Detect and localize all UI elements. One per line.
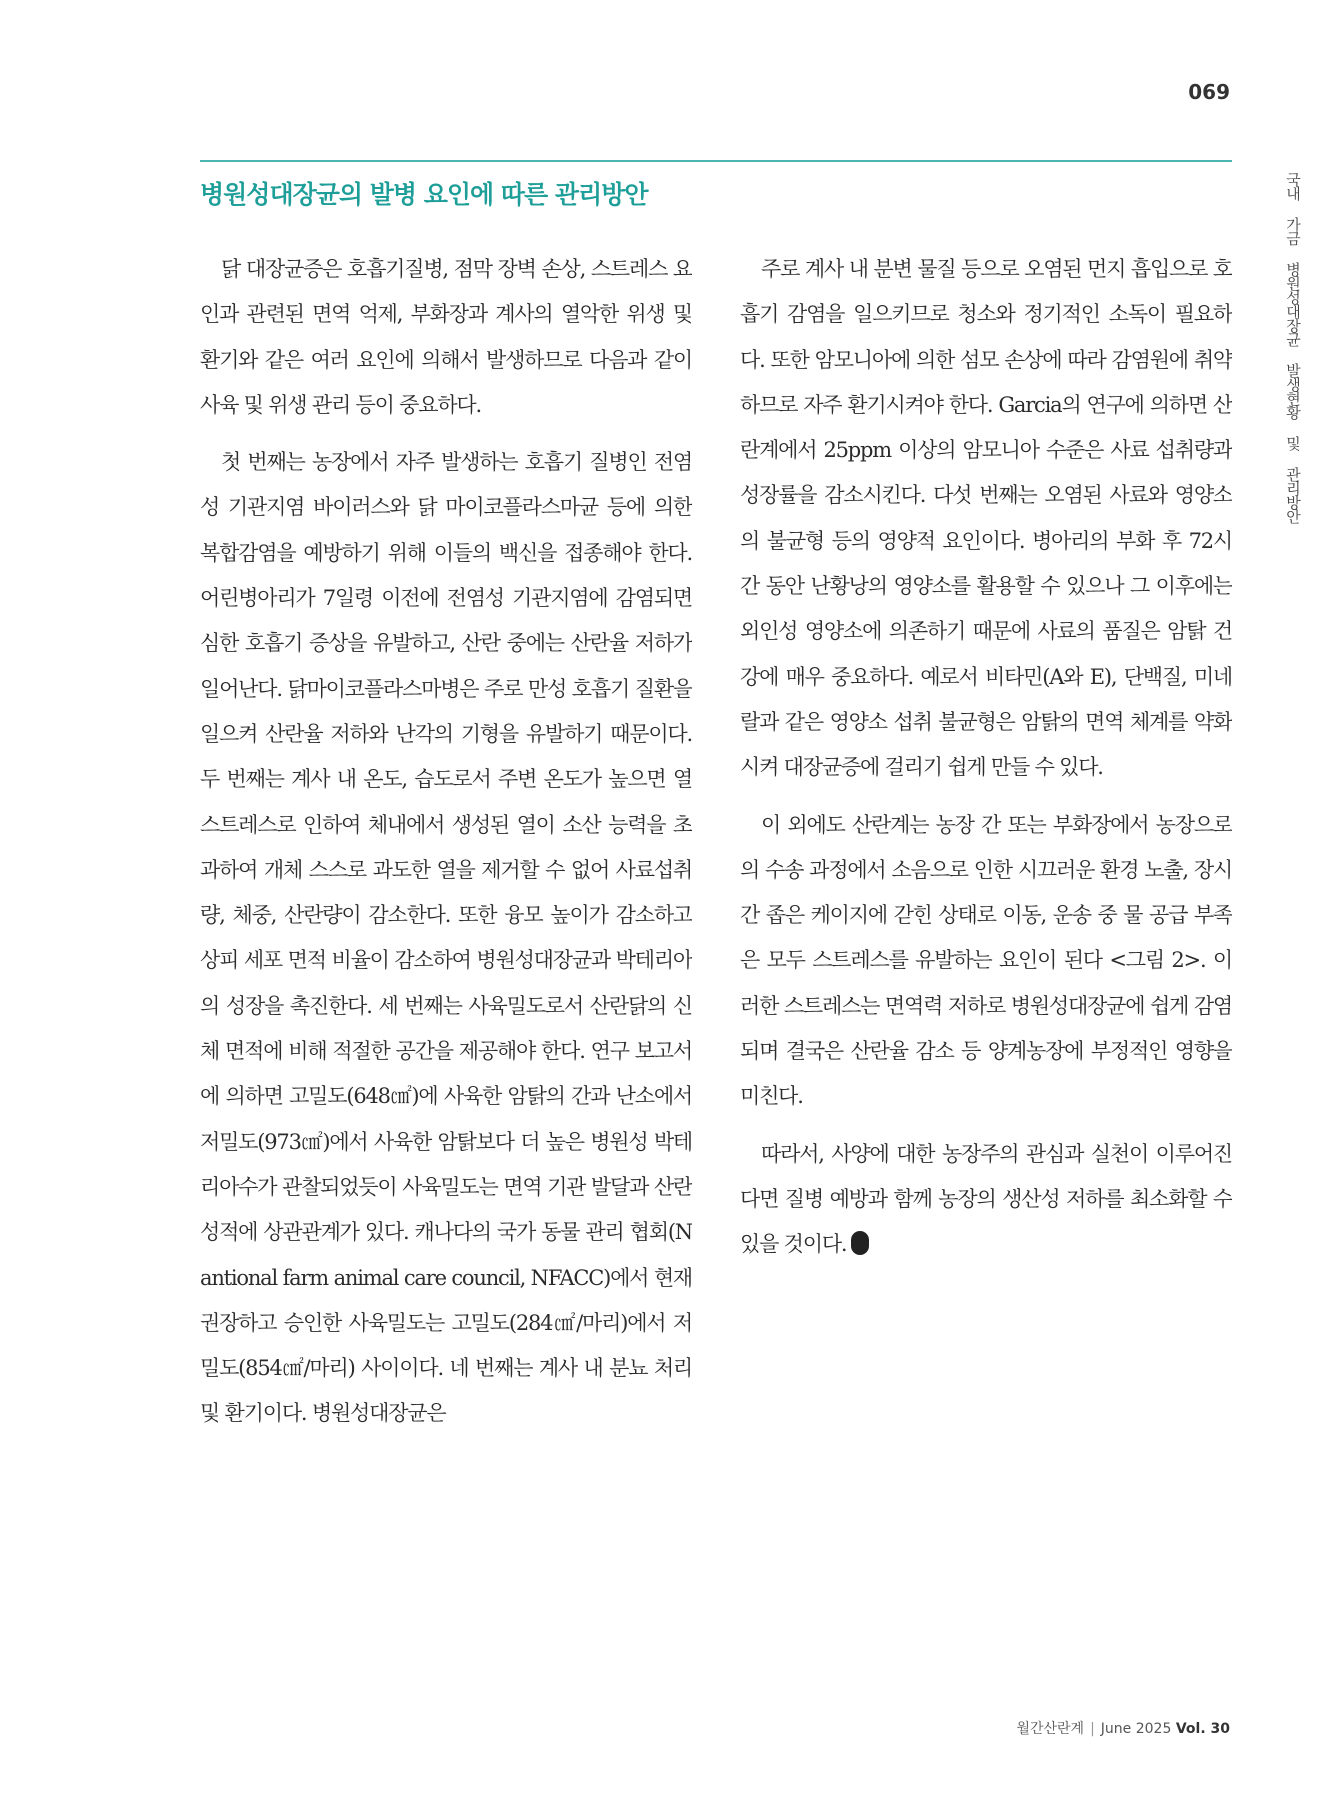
paragraph: 첫 번째는 농장에서 자주 발생하는 호흡기 질병인 전염성 기관지염 바이러스와 닭 마이코플라스마균 등에 의한 복합감염을 예방하기 위해 이들의 백신을 접종해야 한다. 어린병아리가 7일령 이전에 전염성 기관지염에 감염되면 심한 호흡기 증상을 유발하고, 산란 중에는 산란율 저하가 일어난다. 닭마이코플라스마병은 주로 만성 호흡기 질환을 일으켜 산란율 저하와 난각의 기형을 유발하기 때문이다. 두 번째는 계사 내 온도, 습도로서 주변 온도가 높으면 열 스트레스로 인하여 체내에서 생성된 열이 소산 능력을 초과하여 개체 스스로 과도한 열을 제거할 수 없어 사료섭취량, 체중, 산란량이 감소한다. 또한 융모 높이가 감소하고 상피 세포 면적 비율이 감소하여 병원성대장균과 박테리아의 성장을 촉진한다. 세 번째는 사육밀도로서 산란닭의 신체 면적에 비해 적절한 공간을 제공해야 한다. 연구 보고서에 의하면 고밀도(648㎠)에 사육한 암탉의 간과 난소에서 저밀도(973㎠)에서 사육한 암탉보다 더 높은 병원성 박테리아수가 관찰되었듯이 사육밀도는 면역 기관 발달과 산란성적에 상관관계가 있다. 캐나다의 국가 동물 관리 협회(Nantional farm animal care council, NFACC)에서 현재 권장하고 승인한 사육밀도는 고밀도(284㎠/마리)에서 저밀도(854㎠/마리) 사이이다. 네 번째는 계사 내 분뇨 처리 및 환기이다. 병원성대장균은: [200, 450, 692, 1426]
paragraph: 이 외에도 산란계는 농장 간 또는 부화장에서 농장으로의 수송 과정에서 소음으로 인한 시끄러운 환경 노출, 장시간 좁은 케이지에 갇힌 상태로 이동, 운송 중 물 공급 부족은 모두 스트레스를 유발하는 요인이 된다 <그림 2>. 이러한 스트레스는 면역력 저하로 병원성대장균에 쉽게 감염되며 결국은 산란율 감소 등 양계농장에 부정적인 영향을 미친다.: [740, 812, 1232, 1109]
magazine-name: 월간산란계: [1016, 1721, 1085, 1737]
paragraph: 주로 계사 내 분변 물질 등으로 오염된 먼지 흡입으로 호흡기 감염을 일으키므로 청소와 정기적인 소독이 필요하다. 또한 암모니아에 의한 섬모 손상에 따라 감염원에 취약하므로 자주 환기시켜야 한다. Garcia의 연구에 의하면 산란계에서 25ppm 이상의 암모니아 수준은 사료 섭취량과 성장률을 감소시킨다. 다섯 번째는 오염된 사료와 영양소의 불균형 등의 영양적 요인이다. 병아리의 부화 후 72시간 동안 난황낭의 영양소를 활용할 수 있으나 그 이후에는 외인성 영양소에 의존하기 때문에 사료의 품질은 암탉 건강에 매우 중요하다. 예로서 비타민(A와 E), 단백질, 미네랄과 같은 영양소 섭취 불균형은 암탉의 면역 체계를 약화시켜 대장균증에 걸리기 쉽게 만들 수 있다.: [740, 257, 1232, 780]
end-mark-icon: [851, 1231, 869, 1255]
right-column: [740, 247, 1232, 1667]
paragraph: 닭 대장균증은 호흡기질병, 점막 장벽 손상, 스트레스 요인과 관련된 면역 억제, 부화장과 계사의 열악한 위생 및 환기와 같은 여러 요인에 의해서 발생하므로 다음과 같이 사육 및 위생 관리 등이 중요하다.: [200, 257, 692, 417]
paragraph: [740, 1132, 1232, 1268]
issue-date: June 2025: [1100, 1721, 1172, 1737]
side-running-title: 국내 가금 병원성대장균 발생현황 및 관리방안: [1284, 172, 1302, 523]
volume-number: Vol. 30: [1175, 1721, 1230, 1737]
page-number: 069: [1188, 80, 1230, 104]
footer: [900, 1718, 1230, 1738]
section-divider: [200, 160, 1232, 162]
footer-separator: |: [1090, 1721, 1095, 1737]
paragraph-text: 따라서, 사양에 대한 농장주의 관심과 실천이 이루어진다면 질병 예방과 함께 농장의 생산성 저하를 최소화할 수 있을 것이다.: [740, 1141, 1232, 1257]
left-column: [200, 247, 692, 1667]
section-title: 병원성대장균의 발병 요인에 따른 관리방안: [200, 180, 648, 209]
